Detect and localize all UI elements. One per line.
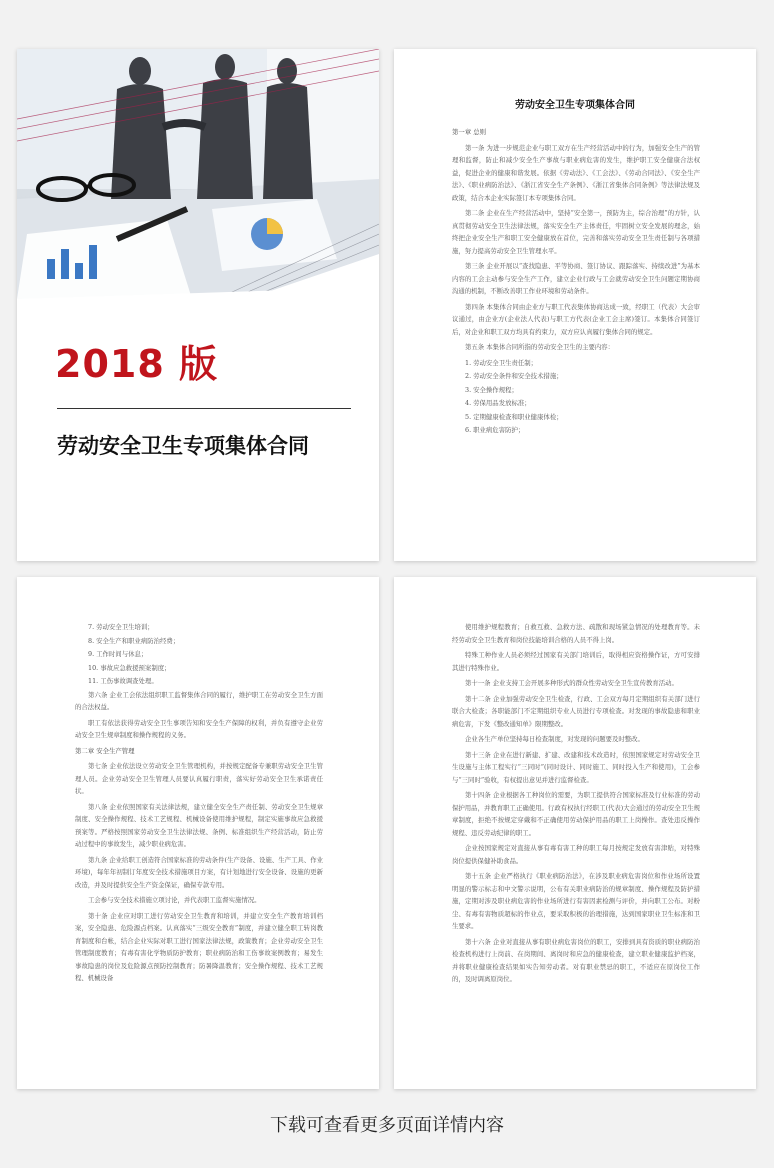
list-item: 10. 事故应急救援预案制度；: [88, 663, 171, 672]
page-2-body: [452, 126, 700, 438]
paragraph: 企业按国家规定对直接从事有毒有害工种的职工每月按规定发放有害津贴，对特殊岗位提供保健补助食品。: [452, 844, 700, 865]
cover-page: [17, 49, 379, 561]
chapter-heading: 第二章 安全生产管理: [75, 746, 135, 755]
paragraph: 特殊工种作业人员必须经过国家有关部门培训后，取得相应资格操作证，方可安排其进行特殊作业。: [452, 651, 700, 672]
list-item: 4. 劳保用品发放标准；: [465, 399, 531, 407]
list-item: 1. 劳动安全卫生责任制；: [465, 358, 538, 367]
list-item: 6. 职业病危害防护；: [465, 426, 525, 434]
paragraph: 第十六条 企业对直接从事有职业病危害岗位的职工，安排到具有资质的职业病防治检查机构进行上岗前、在岗期间、离岗时和应急的健康检查，建立职业健康监护档案，并将职业健康检查结果如实告知劳动者。对有职业禁忌的职工，不适应在原岗位工作的，及时调离原岗位。: [452, 937, 700, 983]
download-more-link[interactable]: 下载可查看更多页面详情内容: [270, 1115, 504, 1136]
paragraph: 工会参与安全技术措施立项讨论，并代表职工监督实施情况。: [88, 896, 261, 904]
paragraph: 第八条 企业依照国家有关法律法规，建立健全安全生产责任制、劳动安全卫生规章制度、安全操作规程、技术工艺规程、机械设备使用维护规程，制定实施事故应急救援预案等。严格按照国家劳动安全卫生法律法规、条例、标准组织生产经营活动，防止劳动过程中的事故发生，减少职业病危害。: [75, 802, 323, 848]
cover-title: 劳动安全卫生专项集体合同: [57, 434, 309, 458]
paragraph: 第十五条 企业严格执行《职业病防治法》，在涉及职业病危害岗位和作业场所设置明显的警示标志和中文警示说明，公布有关职业病防治的规章制度、操作规程及防护措施，定期对涉及职业病危害的作业场所进行有害因素检测与评价，并向职工公布。对粉尘、有毒有害物质超标的作业点，要采取积极的治理措施，达到国家职业卫生标准和卫生要求。: [452, 872, 700, 930]
paragraph: 第十三条 企业在进行新建、扩建、改建和技术改造时，依照国家规定对劳动安全卫生设施与主体工程实行“三同时”(同时设计、同时施工、同时投入生产和使用)，工会参与“三同时”验收，有权提出意见并进行监督检查。: [452, 750, 700, 784]
paragraph: 第七条 企业依法设立劳动安全卫生管理机构，并按规定配备专兼职劳动安全卫生管理人员。企业劳动安全卫生管理人员要认真履行职责，落实好劳动安全卫生承诺责任状。: [75, 762, 323, 795]
paragraph: 第十四条 企业根据各工种岗位的需要，为职工提供符合国家标准及行业标准的劳动保护用品，并教育职工正确使用。行政有权执行经职工(代表)大会通过的劳动安全卫生规章制度，拒绝不按规定穿戴和不正确使用劳动保护用品的职工上岗操作。查处违反操作规程、违反劳动纪律的职工。: [452, 791, 700, 837]
paragraph: 第九条 企业给职工创造符合国家标准的劳动条件(生产设备、设施、生产工具、作业环境)，每年年初制订年度安全技术措施项目方案，有计划地进行安全设备、设施的更新改造，并及时提供安全生产资金保证，确保专款专用。: [75, 855, 323, 889]
paragraph: 企业各生产单位坚持每日检查制度，对发现的问题要及时整改。: [465, 735, 644, 743]
paragraph: 第十二条 企业加强劳动安全卫生检查，行政、工会双方每月定期组织有关部门进行联合大检查；各职能部门不定期组织专业人员进行专项检查。对发现的事故隐患和职业病危害，下发《整改通知单》限期整改。: [452, 694, 700, 728]
list-item: 9. 工作时间与休息；: [88, 650, 148, 658]
list-item: 3. 安全操作规程；: [465, 385, 518, 394]
paragraph: 职工有依法获得劳动安全卫生事项告知和安全生产保障的权利，并负有遵守企业劳动安全卫生规章制度和操作规程的义务。: [75, 718, 323, 739]
list-item: 5. 定期健康检查和职业健康体检；: [465, 412, 563, 421]
list-item: 8. 安全生产和职业病防治经费；: [88, 636, 180, 645]
document-page-3: [17, 577, 379, 1089]
list-item: 11. 工伤事故调查处理。: [88, 677, 158, 685]
document-page-4: [394, 577, 756, 1089]
document-title: 劳动安全卫生专项集体合同: [515, 100, 635, 111]
paragraph: 第一条 为进一步规范企业与职工双方在生产经营活动中的行为，加强安全生产的管理和监督，防止和减少安全生产事故与职业病危害的发生，维护职工安全健康合法权益，促进企业的健康和谐发展。依据《劳动法》、《工会法》、《劳动合同法》、《安全生产法》、《职业病防治法》、《浙江省安全生产条例》、《浙江省集体合同条例》等法律法规及政策，结合本企业实际签订本专项集体合同。: [452, 143, 700, 202]
document-page-2: [394, 49, 756, 561]
page-3-body: [75, 621, 323, 988]
paragraph: 第三条 企业开展以“查找隐患、平等协商、签订协议、跟踪落实、持续改进”为基本内容的工会主动参与安全生产工作，建立企业行政与工会就劳动安全卫生问题定期协商沟通的机制，不断改善职工作业环境和劳动条件。: [452, 262, 700, 295]
edition-label: 2018 版: [55, 342, 218, 386]
business-handshake-photo: [17, 49, 379, 299]
page-4-body: [452, 621, 700, 989]
paragraph: 第十一条 企业支持工会开展多种形式的群众性劳动安全卫生宣传教育活动。: [465, 679, 678, 687]
paragraph: 第五条 本集体合同所指的劳动安全卫生的主要内容：: [465, 343, 615, 351]
paragraph: 第四条 本集体合同由企业方与职工代表集体协商达成一致，经职工（代表）大会审议通过，由企业方(企业法人代表)与职工方代表(企业工会主席)签订。本集体合同签订后，对企业和职工双方均具有约束力，双方应认真履行集体合同的规定。: [452, 302, 700, 336]
list-item: 7. 劳动安全卫生培训；: [88, 623, 154, 631]
paragraph: 使用维护规程教育；自救互救、急救方法、疏散和现场紧急情况的处理教育等。未经劳动安全卫生教育和岗位技能培训合格的人员不得上岗。: [452, 623, 700, 644]
paragraph: 第十条 企业应对职工进行劳动安全卫生教育和培训，并建立安全生产教育培训档案，安全隐患、危险源点档案。认真落实“三级安全教育”制度，并建立健全职工转岗教育制度和台帐，结合企业实际对职工进行国家法律法规，政策教育；企业劳动安全卫生管理制度教育；有毒有害化学物质防护教育；职业病防治和工伤事故案例教育；易发生事故隐患的岗位及危险源点预防控制教育；防暑降温教育；安全操作规程、技术工艺规程、机械设备: [75, 911, 323, 982]
list-item: 2. 劳动安全条件和安全技术措施；: [465, 372, 563, 380]
paragraph: 第二条 企业在生产经营活动中，坚持“安全第一，预防为主，综合治理”的方针，认真贯彻劳动安全卫生法律法规，落实安全生产主体责任，牢固树立安全发展的理念，始终把企业安全生产和职工安全健康放在首位，完善和落实劳动安全卫生责任制与各项措施，努力提高劳动安全卫生管理水平。: [452, 209, 700, 255]
cover-divider: [57, 408, 351, 409]
paragraph: 第六条 企业工会依法组织职工监督集体合同的履行，维护职工在劳动安全卫生方面的合法权益。: [75, 690, 323, 711]
chapter-heading: 第一章 总则: [452, 128, 486, 136]
